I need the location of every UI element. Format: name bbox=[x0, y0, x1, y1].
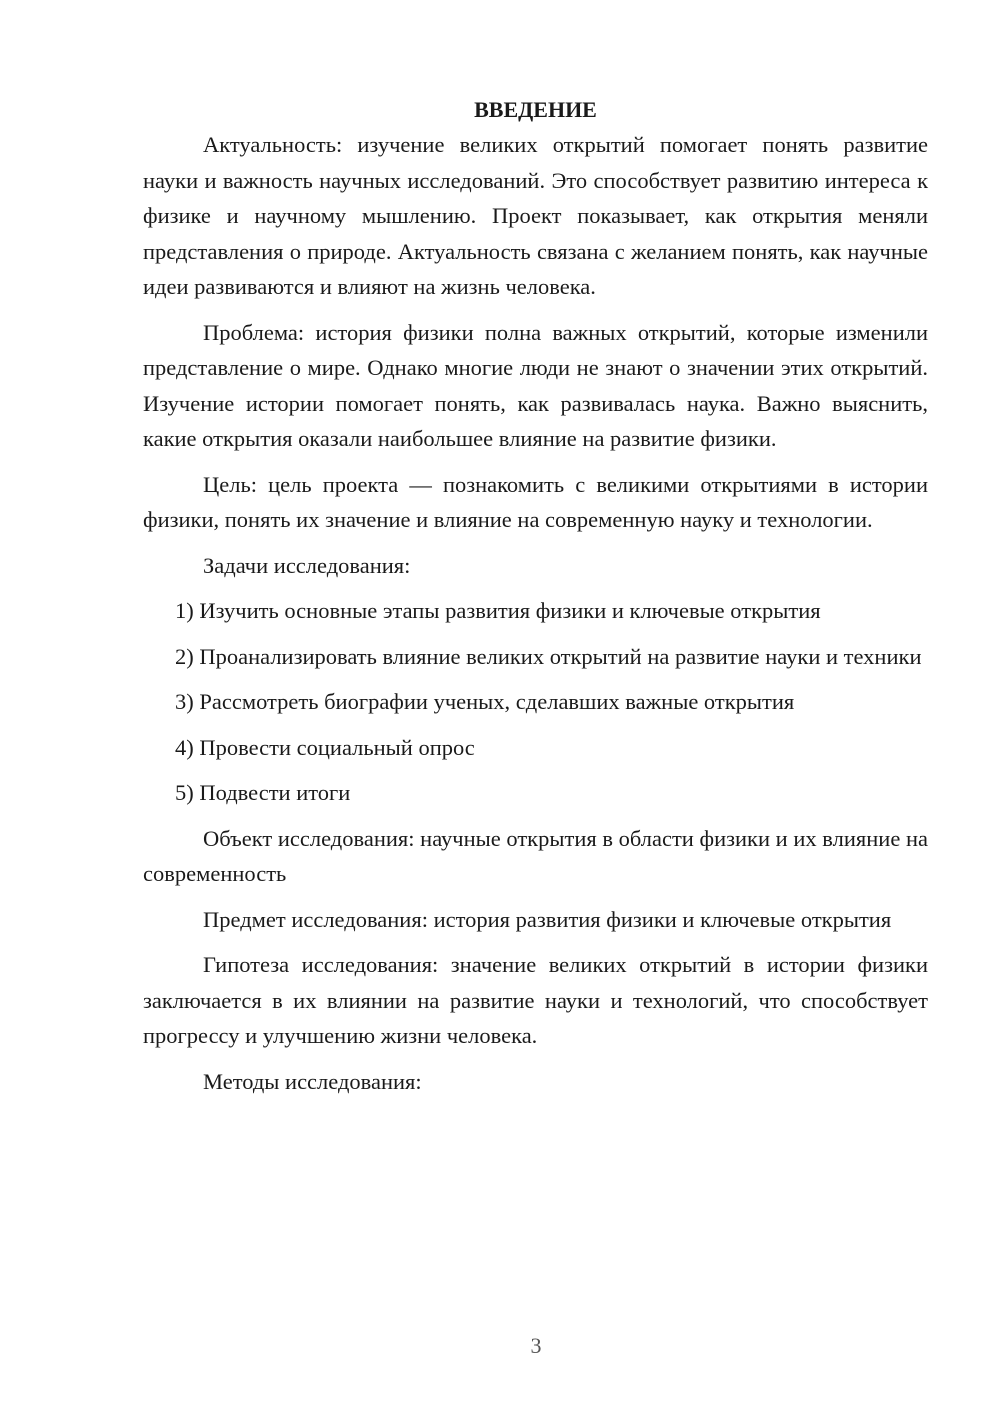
paragraph-hypothesis: Гипотеза исследования: значение великих открытий в истории физики заключается в их влиянии на развитие науки и технологий, что способствует прогрессу и улучшению жизни человека. bbox=[143, 952, 928, 1048]
paragraph-goal: Цель: цель проекта — познакомить с великими открытиями в истории физики, понять их значение и влияние на современную науку и технологии. bbox=[143, 471, 928, 532]
paragraph-object: Объект исследования: научные открытия в области физики и их влияние на современность bbox=[143, 825, 928, 886]
paragraph-relevance: Актуальность: изучение великих открытий помогает понять развитие науки и важность научных исследований. Это способствует развитию интереса к физике и научному мышлению. Проект показывает, как открытия меняли представления о природе. Актуальность связана с желанием понять, как научные идеи развиваются и влияют на жизнь человека. bbox=[143, 132, 928, 299]
tasks-heading: Задачи исследования: bbox=[203, 552, 411, 578]
paragraph-problem: Проблема: история физики полна важных открытий, которые изменили представление о мире. Однако многие люди не знают о значении этих открытий. Изучение истории помогает понять, как развивалась наука. Важно выяснить, какие открытия оказали наибольшее влияние на развитие физики. bbox=[143, 319, 928, 451]
tasks-list bbox=[143, 593, 928, 811]
paragraph-subject: Предмет исследования: история развития физики и ключевые открытия bbox=[203, 906, 892, 932]
list-item: 4) Провести социальный опрос bbox=[175, 734, 475, 760]
page-title: ВВЕДЕНИЕ bbox=[474, 97, 597, 122]
list-item: 3) Рассмотреть биографии ученых, сделавших важные открытия bbox=[175, 689, 795, 714]
page-number: 3 bbox=[530, 1333, 542, 1358]
paragraph-methods: Методы исследования: bbox=[203, 1068, 422, 1094]
list-item: 1) Изучить основные этапы развития физики и ключевые открытия bbox=[175, 598, 821, 623]
list-item: 2) Проанализировать влияние великих открытий на развитие науки и техники bbox=[175, 643, 922, 669]
document-page bbox=[143, 94, 928, 1109]
list-item: 5) Подвести итоги bbox=[175, 780, 351, 805]
